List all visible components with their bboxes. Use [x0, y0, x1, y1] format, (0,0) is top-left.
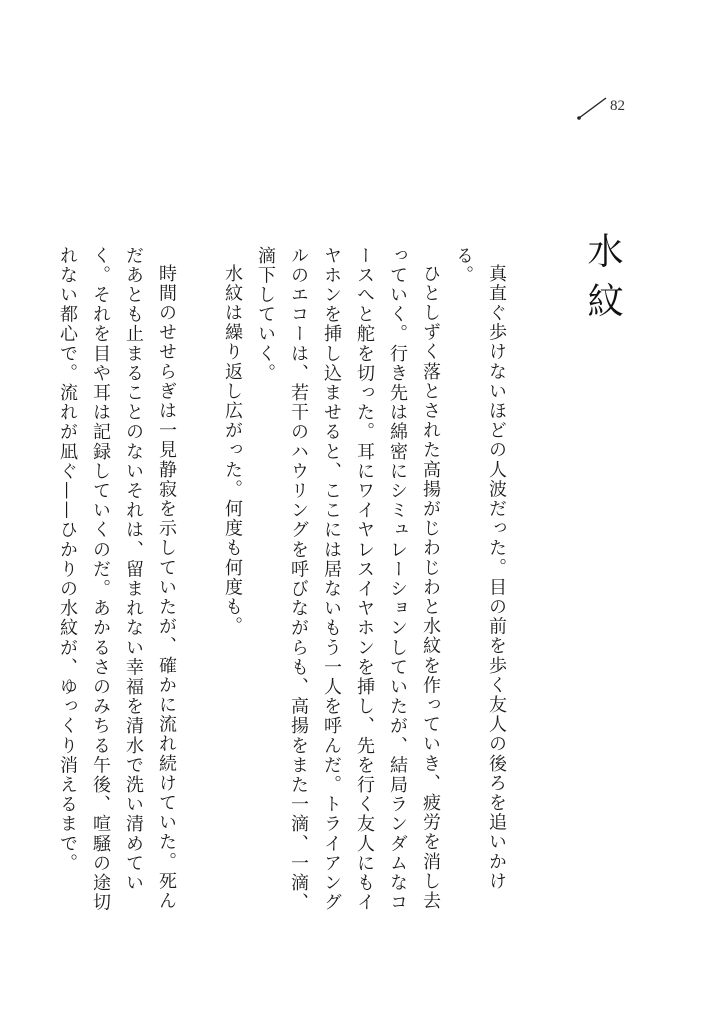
story-body — [57, 246, 513, 926]
paragraph-4: 時間のせせらぎは一見静寂を示していたが、確かに流れ続けていた。死んだあとも止まることのないそれは、留まれない幸福を清水で洗い清めていく。それを目や耳は記録していくのだ。あかるさのみちる午後、喧騒の途切れない都心で。流れが凪ぐ——ひかりの水紋が、ゆっくり消えるまで。 — [57, 246, 177, 913]
paragraph-2: ひとしずく落とされた高揚がじわじわと水紋を作っていき、疲労を消し去っていく。行き先は綿密にシミュレーションしていたが、結局ランダムなコースへと舵を切った。耳にワイヤレスイヤホンを挿し、先を行く友人にもイヤホンを挿し込ませると、ここには居ないもう一人を呼んだ。トライアングルのエコーは、若干のハウリングを呼びながらも、高揚をまた一滴、一滴、滴下していく。 — [255, 246, 441, 913]
paragraph-3: 水紋は繰り返し広がった。何度も何度も。 — [222, 264, 243, 637]
page-marker — [576, 92, 636, 126]
paragraph-spacer — [183, 246, 216, 926]
paragraph-1: 真直ぐ歩けないほどの人波だった。目の前を歩く友人の後ろを追いかける。 — [453, 246, 507, 892]
page-title: 水紋 — [582, 232, 623, 332]
page-number: 82 — [610, 98, 625, 114]
